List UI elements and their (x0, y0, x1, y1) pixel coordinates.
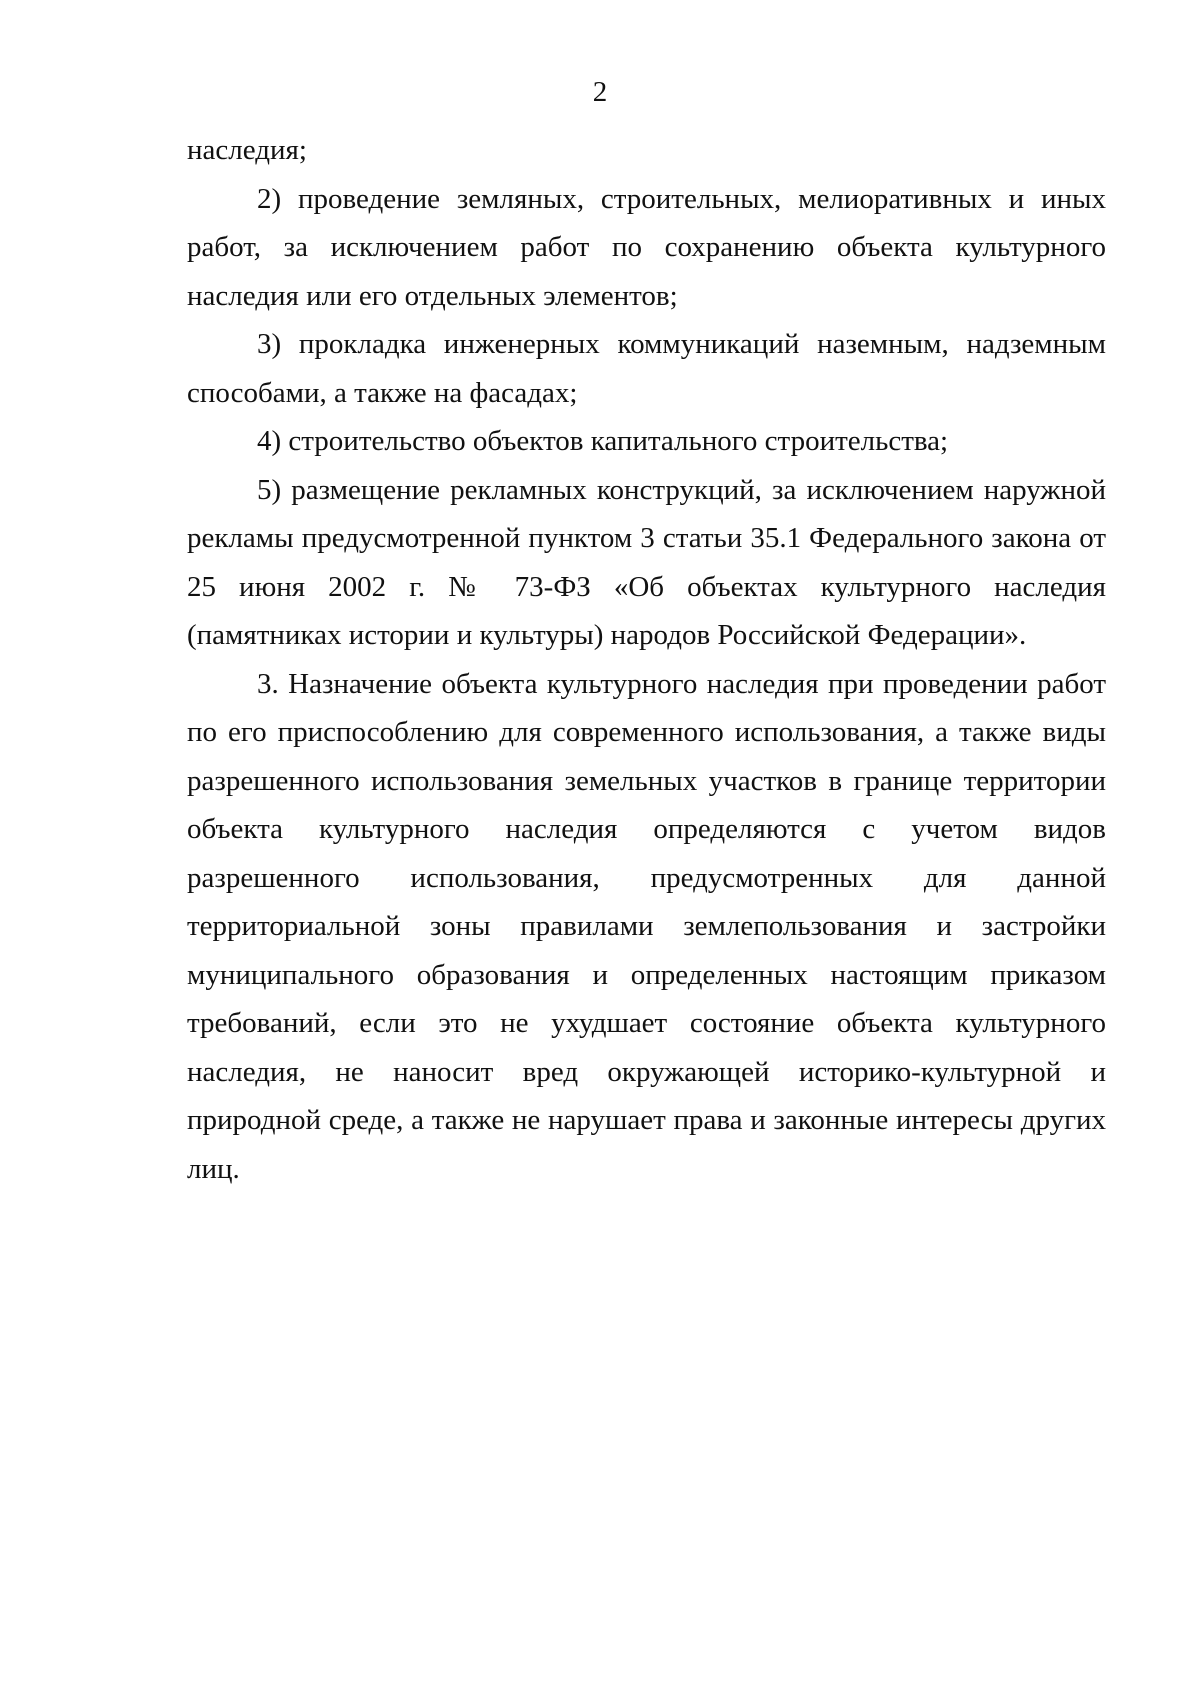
document-body (187, 126, 1106, 1193)
paragraph-section-3-purpose: 3. Назначение объекта культурного наследия при проведении работ по его приспособлению для современного использования, а также виды разрешенного использования земельных участков в границе территории объекта культурного наследия определяются с учетом видов разрешенного использования, предусмотренных для данной территориальной зоны правилами землепользования и застройки муниципального образования и определенных настоящим приказом требований, если это не ухудшает состояние объекта культурного наследия, не наносит вред окружающей историко-культурной и природной среде, а также не нарушает права и законные интересы других лиц. (187, 667, 1106, 1185)
paragraph-item-2-works: 2) проведение земляных, строительных, мелиоративных и иных работ, за исключением работ по сохранению объекта культурного наследия или его отдельных элементов; (187, 182, 1106, 312)
paragraph-heritage-continuation: наследия; (187, 134, 307, 166)
page-number: 2 (592, 76, 608, 108)
paragraph-item-4-construction: 4) строительство объектов капитального строительства; (257, 425, 949, 457)
paragraph-item-5-advertising: 5) размещение рекламных конструкций, за исключением наружной рекламы предусмотренной пунктом 3 статьи 35.1 Федерального закона от 25 июня 2002 г. № 73-ФЗ «Об объектах культурного наследия (памятниках истории и культуры) народов Российской Федерации». (187, 473, 1106, 651)
paragraph-item-3-communications: 3) прокладка инженерных коммуникаций наземным, надземным способами, а также на фасадах; (187, 328, 1106, 409)
